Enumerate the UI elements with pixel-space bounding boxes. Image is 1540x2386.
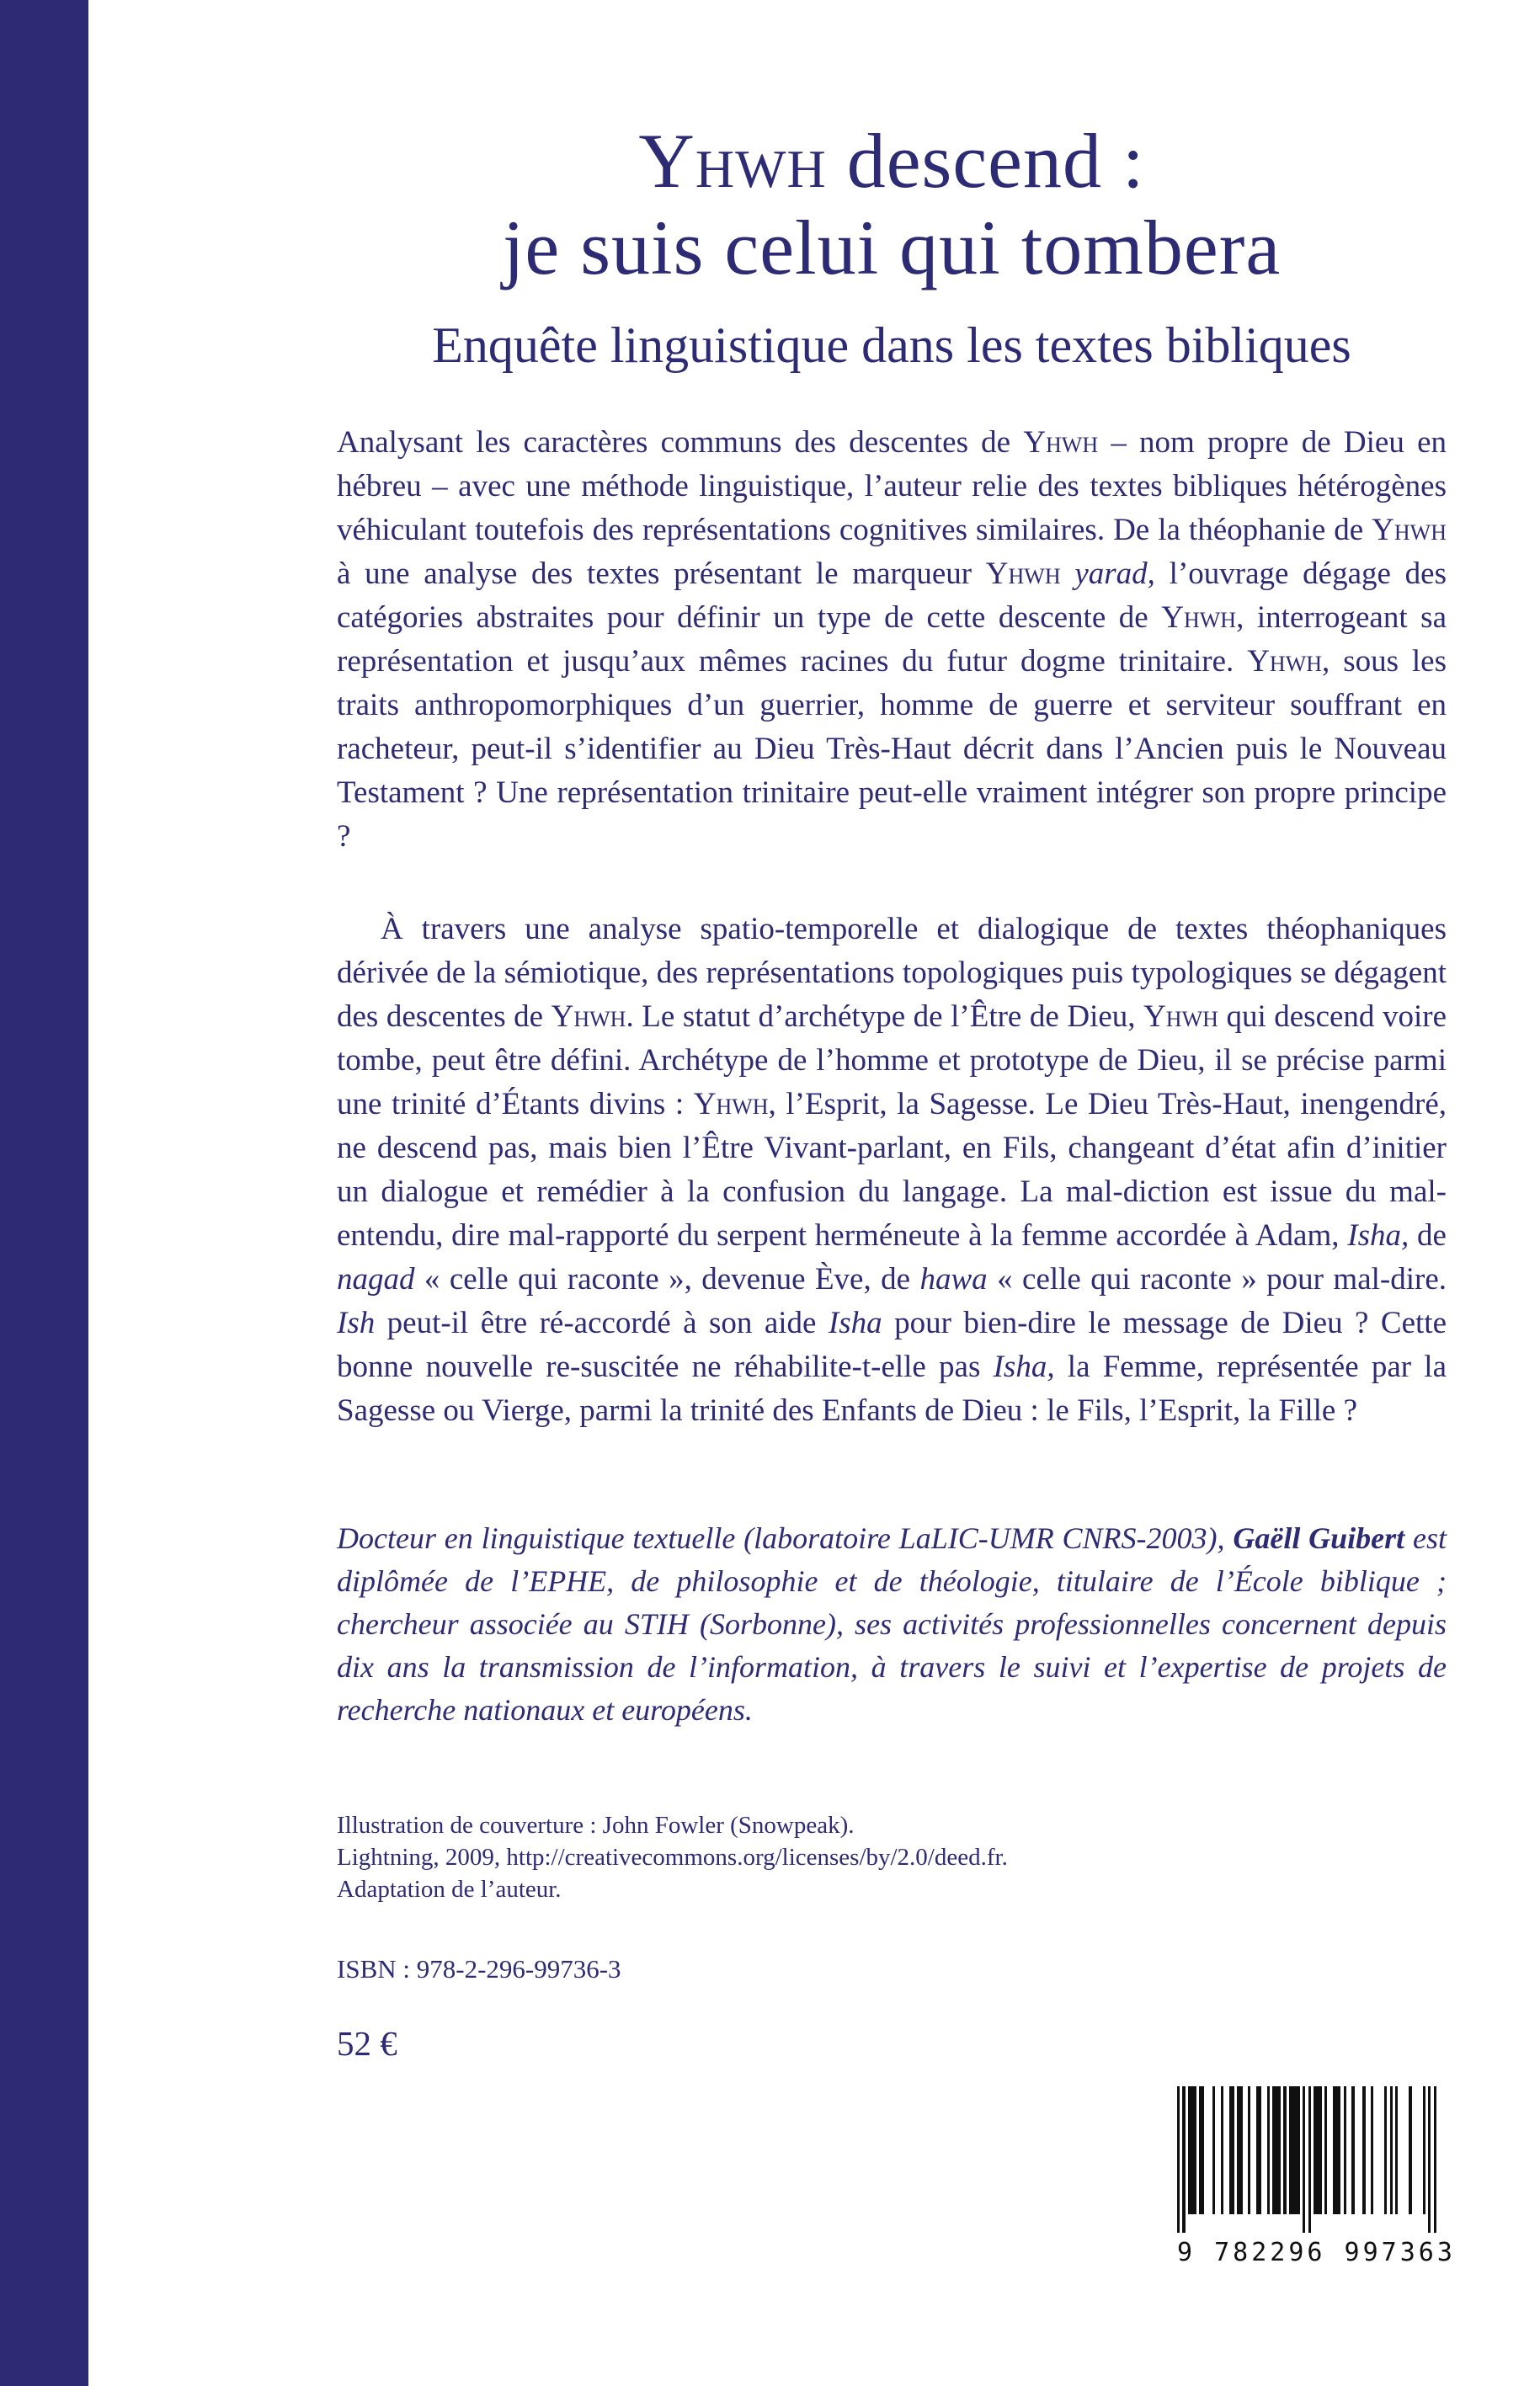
text-segment: qui descend voire tombe, peut être défini. Archétype de l’homme et prototype de Dieu, il se précise parmi une trinité d’Étants divins : (337, 999, 1447, 1121)
text-segment: , l’Esprit, la Sagesse. Le Dieu Très-Haut, inengendré, ne descend pas, mais bien l’Être Vivant-parlant, en Fils, changeant d’état afin d’initier un dialogue et remédier à la confusion du langage. La mal-diction est issue du mal-entendu, dire mal-rapporté du serpent herméneute à la femme accordée à Adam, (337, 1087, 1447, 1253)
barcode-number: 9 782296 997363 (1177, 2238, 1456, 2267)
text-segment: Yhwh (1143, 999, 1218, 1034)
text-segment: Docteur en linguistique textuelle (laboratoire LaLIC-UMR CNRS-2003), (337, 1521, 1234, 1555)
barcode-bar (1351, 2086, 1354, 2214)
barcode-bar (1384, 2086, 1387, 2214)
barcode-bar (1229, 2086, 1234, 2214)
text-segment: yarad, (1074, 557, 1155, 591)
synopsis-paragraph (337, 908, 1447, 1433)
credit-line: Illustration de couverture : John Fowler (Snowpeak). (337, 1812, 855, 1839)
barcode-bar (1333, 2086, 1341, 2214)
text-segment: Analysant les caractères communs des descentes de (337, 425, 1024, 460)
barcode-bars (1177, 2086, 1440, 2233)
barcode-bar (1324, 2086, 1327, 2214)
barcode-bar (1188, 2086, 1196, 2214)
barcode-bar (1362, 2086, 1365, 2214)
text-segment: , interrogeant sa représentation et jusqu’aux mêmes racines du futur dogme trinitaire. (337, 600, 1447, 679)
text-segment: peut-il être ré-accordé à son aide (375, 1306, 829, 1340)
barcode-bar (1177, 2086, 1180, 2233)
text-segment: Yhwh (693, 1087, 769, 1121)
barcode-bar (1371, 2086, 1373, 2214)
text-segment: Isha, (1347, 1218, 1409, 1253)
text-segment: Yhwh (638, 118, 827, 204)
text-segment: Gaëll Guibert (1233, 1521, 1405, 1555)
text-segment: pour bien-dire le message de Dieu ? Cette bonne nouvelle re-suscitée ne réhabilite-t-elle pas (337, 1306, 1447, 1384)
text-segment: la Femme, représentée par la Sagesse ou Vierge, parmi la trinité des Enfants de Dieu : le Fils, l’Esprit, la Fille ? (337, 1350, 1447, 1428)
spine-band (0, 0, 88, 2386)
barcode-bar (1344, 2086, 1346, 2214)
barcode-bar (1221, 2086, 1223, 2214)
book-title (337, 118, 1447, 291)
credit-line: Lightning, 2009, http://creativecommons.org/licenses/by/2.0/deed.fr. (337, 1844, 1008, 1871)
text-segment: À travers une analyse spatio-temporelle et dialogique de textes théophaniques dérivée de la sémiotique, des représentations topologiques puis typologiques se dégagent des descentes de (337, 912, 1447, 1034)
book-subtitle: Enquête linguistique dans les textes bibliques (432, 317, 1351, 373)
text-segment: Yhwh (985, 557, 1061, 591)
barcode-bar (1237, 2086, 1242, 2214)
text-segment: nagad (337, 1262, 415, 1297)
credit-line: Adaptation de l’auteur. (337, 1876, 562, 1903)
isbn: ISBN : 978-2-296-99736-3 (337, 1954, 621, 1984)
author-bio (337, 1517, 1447, 1732)
barcode-bar (1390, 2086, 1393, 2214)
price: 52 € (337, 2024, 397, 2063)
barcode-bar (1182, 2086, 1185, 2233)
barcode-bar (1308, 2086, 1311, 2233)
text-segment: Yhwh (1023, 425, 1099, 460)
barcode-bar (1267, 2086, 1270, 2214)
text-segment: – nom propre de Dieu en hébreu – avec une méthode linguistique, l’auteur relie des textes bibliques hétérogènes véhiculant toutefois des représentations cognitives similaires. De la théophanie de (337, 425, 1447, 547)
barcode-bar (1283, 2086, 1286, 2214)
text-segment: l’ouvrage dégage des catégories abstraites pour définir un type de cette descente de (337, 557, 1447, 635)
barcode-bar (1248, 2086, 1250, 2214)
synopsis (337, 421, 1447, 1433)
text-segment: , sous les traits anthropomorphiques d’un guerrier, homme de guerre et serviteur souffrant en racheteur, peut-il s’identifier au Dieu Très-Haut décrit dans l’Ancien puis le Nouveau Testament ? Une représentation trinitaire peut-elle vraiment intégrer son propre principe ? (337, 644, 1447, 854)
cover-credits (337, 1809, 1447, 1905)
text-segment: de (1409, 1218, 1447, 1253)
barcode-bar (1314, 2086, 1322, 2214)
synopsis-paragraph (337, 421, 1447, 859)
barcode (1177, 2086, 1456, 2267)
back-cover-content (337, 0, 1447, 2064)
barcode-bar (1212, 2086, 1215, 2214)
text-segment: Ish (337, 1306, 376, 1340)
barcode-bar (1409, 2086, 1411, 2214)
barcode-bar (1272, 2086, 1281, 2214)
text-segment: « celle qui raconte » pour mal-dire. (987, 1262, 1447, 1297)
text-segment: est diplômée de l’EPHE, de philosophie et de théologie, titulaire de l’École biblique ; chercheur associée au STIH (Sorbonne), ses activités professionnelles concernent depuis dix ans la transmission de l’information, à travers le suivi et l’expertise de projets de recherche nationaux et européens. (337, 1521, 1447, 1727)
text-segment: Yhwh (1372, 513, 1447, 547)
title-line-2: je suis celui qui tombera (502, 205, 1282, 290)
text-segment (1061, 557, 1075, 591)
text-segment: Isha, (993, 1350, 1055, 1384)
title-line-1 (337, 118, 1447, 205)
text-segment: descend : (826, 118, 1145, 204)
text-segment: hawa (919, 1262, 988, 1297)
barcode-bar (1199, 2086, 1204, 2214)
barcode-bar (1256, 2086, 1261, 2214)
barcode-bar (1395, 2086, 1398, 2214)
text-segment: Yhwh (1161, 600, 1237, 635)
text-segment: Yhwh (551, 999, 626, 1034)
barcode-bar (1303, 2086, 1305, 2233)
barcode-bar (1423, 2086, 1425, 2214)
barcode-bar (1428, 2086, 1431, 2233)
text-segment: à une analyse des textes présentant le marqueur (337, 557, 986, 591)
text-segment: Yhwh (1247, 644, 1323, 679)
barcode-bar (1434, 2086, 1436, 2233)
text-segment: « celle qui raconte », devenue Ève, de (414, 1262, 920, 1297)
barcode-bar (1289, 2086, 1300, 2214)
text-segment: . Le statut d’archétype de l’Être de Dieu, (626, 999, 1144, 1034)
text-segment: Isha (828, 1306, 882, 1340)
